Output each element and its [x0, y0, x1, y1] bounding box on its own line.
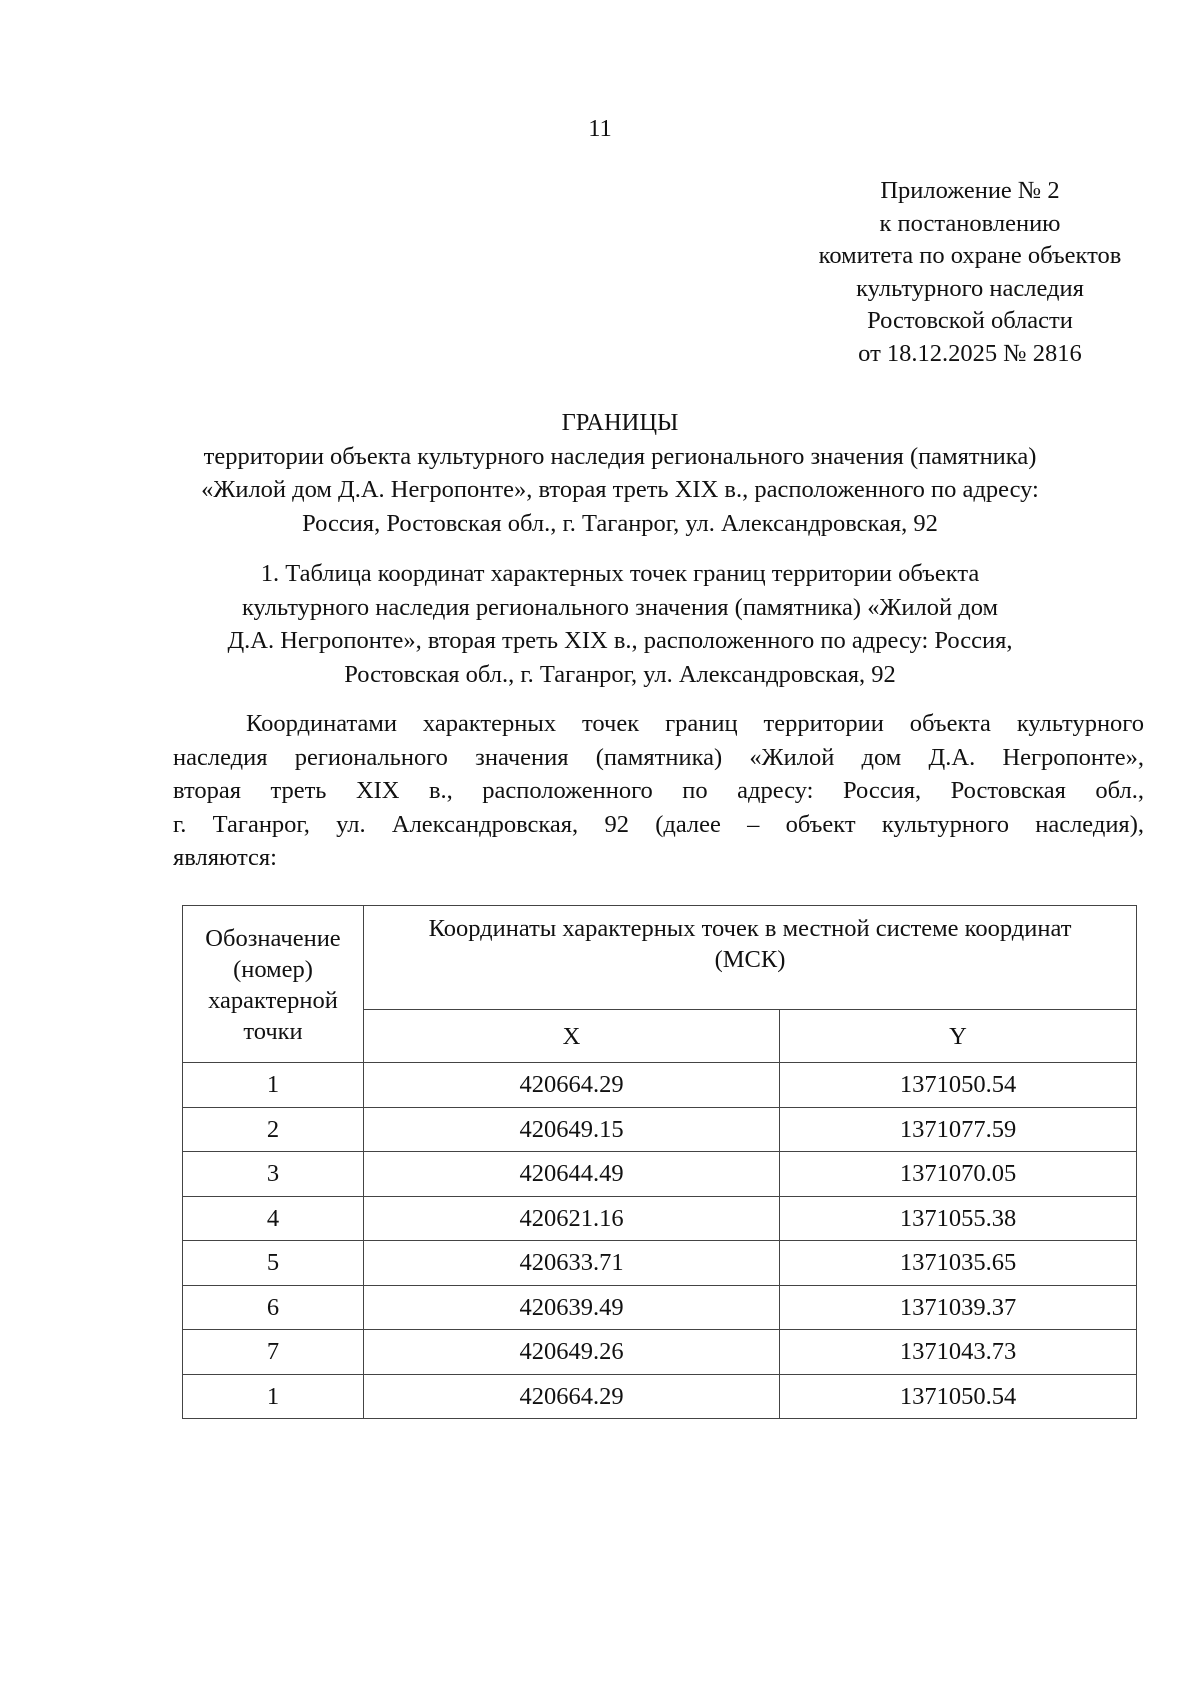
section-title-line: культурного наследия регионального значения (памятника) «Жилой дом — [242, 593, 998, 621]
header-coordinates-group — [364, 906, 1137, 1010]
table-row — [183, 1285, 1137, 1330]
cell-point: 7 — [183, 1330, 364, 1375]
table-header-row — [183, 906, 1137, 1010]
paragraph-line: вторая треть XIX в., расположенного по адресу: Россия, Ростовская обл., — [173, 777, 1144, 804]
cell-x: 420649.26 — [364, 1330, 780, 1375]
cell-y: 1371035.65 — [780, 1241, 1137, 1286]
heading-line: «Жилой дом Д.А. Негропонте», вторая треть XIX в., расположенного по адресу: — [201, 476, 1039, 503]
cell-x: 420621.16 — [364, 1196, 780, 1241]
cell-y: 1371043.73 — [780, 1330, 1137, 1375]
cell-y: 1371077.59 — [780, 1107, 1137, 1152]
table-row — [183, 1330, 1137, 1375]
section-title-line: Ростовская обл., г. Таганрог, ул. Александровская, 92 — [344, 660, 896, 688]
document-heading — [120, 406, 1120, 540]
page-number: 11 — [588, 115, 612, 142]
cell-point: 6 — [183, 1285, 364, 1330]
cell-point: 1 — [183, 1063, 364, 1108]
paragraph-line: Координатами характерных точек границ территории объекта культурного — [246, 710, 1144, 737]
table-row — [183, 1241, 1137, 1286]
appendix-block — [760, 175, 1180, 370]
header-x: X — [364, 1010, 780, 1063]
section-title-line: Д.А. Негропонте», вторая треть XIX в., расположенного по адресу: Россия, — [227, 627, 1013, 654]
appendix-line: к постановлению — [879, 209, 1061, 237]
cell-x: 420633.71 — [364, 1241, 780, 1286]
table-row — [183, 1107, 1137, 1152]
paragraph-line: г. Таганрог, ул. Александровская, 92 (далее – объект культурного наследия), — [173, 810, 1144, 838]
cell-point: 4 — [183, 1196, 364, 1241]
body-paragraph — [173, 707, 1144, 875]
cell-point: 3 — [183, 1152, 364, 1197]
cell-x: 420664.29 — [364, 1063, 780, 1108]
header-point-line: точки — [243, 1018, 303, 1045]
appendix-line: культурного наследия — [856, 274, 1084, 302]
appendix-line: Ростовской области — [867, 307, 1073, 334]
cell-y: 1371055.38 — [780, 1196, 1137, 1241]
heading-title: ГРАНИЦЫ — [561, 409, 679, 436]
table-row — [183, 1152, 1137, 1197]
paragraph-line: являются: — [173, 844, 277, 871]
paragraph-line: наследия регионального значения (памятника) «Жилой дом Д.А. Негропонте», — [173, 743, 1144, 771]
cell-point: 5 — [183, 1241, 364, 1286]
heading-line: территории объекта культурного наследия регионального значения (памятника) — [203, 442, 1037, 470]
appendix-line: комитета по охране объектов — [818, 242, 1122, 269]
section-title — [120, 557, 1120, 691]
header-y: Y — [780, 1010, 1137, 1063]
cell-y: 1371039.37 — [780, 1285, 1137, 1330]
appendix-line: Приложение № 2 — [880, 177, 1060, 204]
header-point-line: характерной — [208, 987, 338, 1014]
cell-x: 420664.29 — [364, 1374, 780, 1419]
cell-y: 1371050.54 — [780, 1374, 1137, 1419]
cell-x: 420644.49 — [364, 1152, 780, 1197]
cell-y: 1371050.54 — [780, 1063, 1137, 1108]
cell-point: 1 — [183, 1374, 364, 1419]
header-point-line: (номер) — [233, 956, 313, 983]
cell-point: 2 — [183, 1107, 364, 1152]
header-group-line: (МСК) — [714, 946, 786, 973]
table-row — [183, 1374, 1137, 1419]
header-group-line: Координаты характерных точек в местной системе координат — [428, 915, 1072, 942]
header-point-designation — [183, 906, 364, 1063]
table-row — [183, 1196, 1137, 1241]
cell-y: 1371070.05 — [780, 1152, 1137, 1197]
heading-line: Россия, Ростовская обл., г. Таганрог, ул. Александровская, 92 — [302, 509, 938, 537]
coordinates-table — [182, 905, 1137, 1419]
cell-x: 420649.15 — [364, 1107, 780, 1152]
table-row — [183, 1063, 1137, 1108]
appendix-line: от 18.12.2025 № 2816 — [858, 339, 1082, 367]
header-point-line: Обозначение — [205, 925, 341, 952]
section-title-line: 1. Таблица координат характерных точек границ территории объекта — [260, 560, 980, 587]
cell-x: 420639.49 — [364, 1285, 780, 1330]
